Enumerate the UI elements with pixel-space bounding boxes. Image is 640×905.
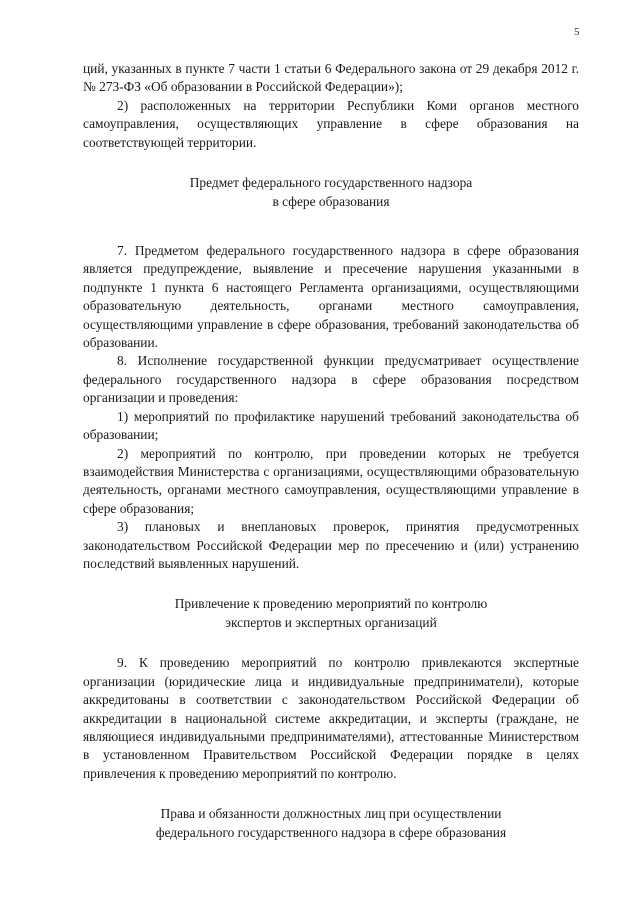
heading-line: Привлечение к проведению мероприятий по контролю [174, 596, 488, 612]
paragraph-item-9: 9. К проведению мероприятий по контролю привлекаются экспертные организации (юридические лица и индивидуальные предприниматели), которые аккредитованы в соответствии с законодательством Российской Федерации об аккредитации в национальной системе аккредитации, и эксперты (граждане, не являющиеся индивидуальными предпринимателями), аттестованные Министерством в установленном Правительством Российской Федерации порядке в целях привлечения к проведению мероприятий по контролю. [83, 655, 579, 781]
heading-line: Предмет федерального государственного надзора [189, 175, 473, 191]
paragraph-subitem-2: 2) расположенных на территории Республики Коми органов местного самоуправления, осуществляющих управление в сфере образования на соответствующей территории. [83, 97, 579, 150]
paragraph-subitem-2: 2) мероприятий по контролю, при проведении которых не требуется взаимодействия Министерства с организациями, осуществляющими образовательную деятельность, органами местного самоуправления, осуществляющими управление в сфере образования; [83, 445, 579, 516]
paragraph-item-7: 7. Предметом федерального государственного надзора в сфере образования является предупреждение, выявление и пресечение нарушения указанными в подпункте 1 пункта 6 настоящего Регламента организациями, осуществляющими образовательную деятельность, органами местного самоуправления, осуществляющими управление в сфере образования, требований законодательства об образовании. [83, 243, 579, 351]
paragraph-subitem-1: 1) мероприятий по профилактике нарушений требований законодательства об образовании; [83, 408, 579, 443]
document-body [83, 60, 579, 842]
heading-line: федерального государственного надзора в сфере образования [155, 825, 507, 841]
section-heading-experts [83, 594, 579, 632]
paragraph-subitem-3: 3) плановых и внеплановых проверок, принятия предусмотренных законодательством Российской Федерации мер по пресечению и (или) устранению последствий выявленных нарушений. [83, 519, 579, 571]
section-heading-rights [83, 804, 579, 842]
section-heading-subject [83, 173, 579, 211]
heading-line: экспертов и экспертных организаций [225, 615, 437, 631]
page-number: 5 [574, 26, 580, 38]
heading-line: в сфере образования [272, 194, 390, 210]
heading-line: Права и обязанности должностных лиц при осуществлении [160, 806, 502, 822]
paragraph-continuation: ций, указанных в пункте 7 части 1 статьи 6 Федерального закона от 29 декабря 2012 г. № 273-ФЗ «Об образовании в Российской Федерации»); [83, 61, 579, 95]
paragraph-item-8: 8. Исполнение государственной функции предусматривает осуществление федерального государственного надзора в сфере образования посредством организации и проведения: [83, 353, 579, 406]
